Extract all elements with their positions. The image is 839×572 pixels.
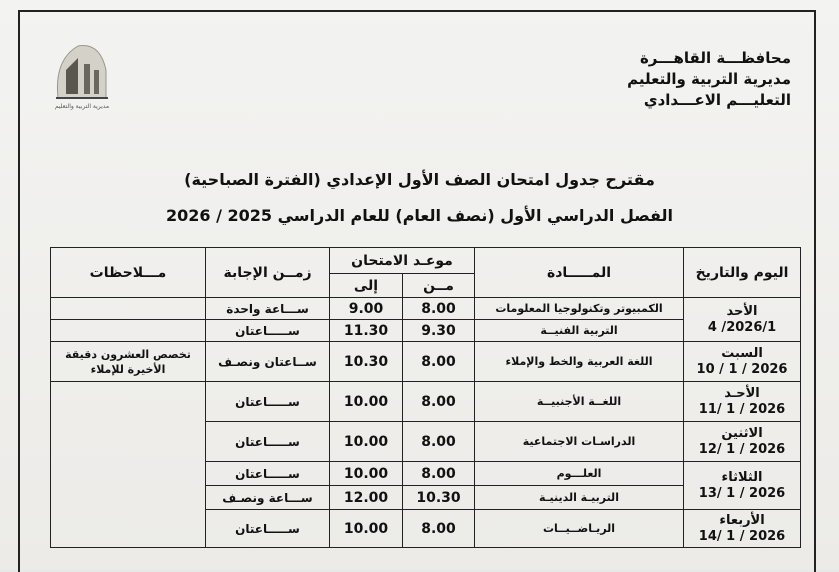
subject-cell: اللغة العربية والخط والإملاء — [475, 342, 684, 382]
from-cell: 8.00 — [403, 462, 475, 486]
to-cell: 9.00 — [330, 298, 403, 320]
from-cell: 8.00 — [403, 422, 475, 462]
notes-cell: تخصص العشرون دقيقة الأخيرة للإملاء — [51, 342, 206, 382]
header-block — [627, 48, 791, 111]
to-cell: 10.00 — [330, 462, 403, 486]
header-day-date: اليوم والتاريخ — [684, 248, 801, 298]
to-cell: 10.00 — [330, 382, 403, 422]
day-cell: الاثنين 2026 / 1 /12 — [684, 422, 801, 462]
subject-cell: التربية الفنيــة — [475, 320, 684, 342]
duration-cell: ســـــاعتان — [206, 320, 330, 342]
exam-subtitle: الفصل الدراسي الأول (نصف العام) للعام الدراسي 2025 / 2026 — [165, 206, 674, 225]
duration-cell: ســـاعة واحدة — [206, 298, 330, 320]
to-cell: 12.00 — [330, 486, 403, 510]
day-cell: الثلاثاء 2026 / 1 /13 — [684, 462, 801, 510]
svg-text:مديرية التربية والتعليم: مديرية التربية والتعليم — [54, 103, 110, 110]
header-from: مــن — [403, 274, 475, 298]
directorate-label: مديرية التربية والتعليم — [627, 70, 791, 88]
notes-cell — [51, 382, 206, 548]
duration-cell: ســـــاعتان — [206, 510, 330, 548]
day-cell: الأربعاء 2026 / 1 /14 — [684, 510, 801, 548]
exam-schedule-table — [50, 247, 801, 548]
from-cell: 9.30 — [403, 320, 475, 342]
stage-label: التعليـــم الاعـــدادي — [643, 91, 791, 109]
duration-cell: ســـــاعتان — [206, 422, 330, 462]
subject-cell: العلـــوم — [475, 462, 684, 486]
subject-cell: الدراسـات الاجتماعية — [475, 422, 684, 462]
day-cell: الأحـد 2026 / 1 /11 — [684, 382, 801, 422]
duration-cell: ســـــاعتان — [206, 382, 330, 422]
table-row — [51, 382, 801, 422]
notes-cell — [51, 320, 206, 342]
from-cell: 8.00 — [403, 510, 475, 548]
day-cell: السبت 2026 / 1 / 10 — [684, 342, 801, 382]
header-duration: زمــن الإجابة — [206, 248, 330, 298]
subject-cell: الكمبيوتر وتكنولوجيا المعلومات — [475, 298, 684, 320]
directorate-logo-icon — [48, 40, 116, 112]
subject-cell: الريـاضــيــات — [475, 510, 684, 548]
header-to: إلى — [330, 274, 403, 298]
from-cell: 8.00 — [403, 382, 475, 422]
to-cell: 10.30 — [330, 342, 403, 382]
to-cell: 10.00 — [330, 422, 403, 462]
to-cell: 10.00 — [330, 510, 403, 548]
table-row — [51, 298, 801, 320]
day-cell: الأحد 2026/1/ 4 — [684, 298, 801, 342]
notes-cell — [51, 298, 206, 320]
to-cell: 11.30 — [330, 320, 403, 342]
header-exam-time: موعـد الامتحان — [330, 248, 475, 274]
from-cell: 8.00 — [403, 298, 475, 320]
subject-cell: التربيـة الدينيـة — [475, 486, 684, 510]
header-notes: مـــلاحظات — [51, 248, 206, 298]
duration-cell: ســـاعة ونصـف — [206, 486, 330, 510]
duration-cell: ســاعتان ونصـف — [206, 342, 330, 382]
table-row — [51, 342, 801, 382]
from-cell: 10.30 — [403, 486, 475, 510]
from-cell: 8.00 — [403, 342, 475, 382]
exam-title: مقترح جدول امتحان الصف الأول الإعدادي (الفترة الصباحية) — [184, 170, 655, 189]
governorate-label: محافظـــة القاهـــرة — [639, 49, 791, 67]
header-subject: المـــــادة — [475, 248, 684, 298]
duration-cell: ســـــاعتان — [206, 462, 330, 486]
subject-cell: اللغــة الأجنبيــة — [475, 382, 684, 422]
